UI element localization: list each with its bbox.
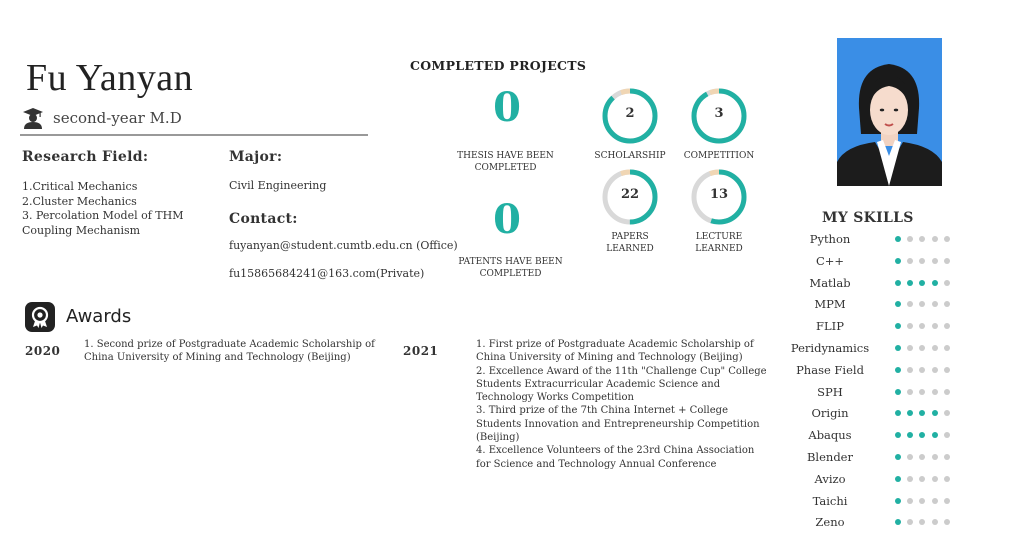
skill-level-dot — [895, 258, 901, 264]
lecture-label-line: LEARNED — [695, 243, 743, 254]
award-line: 4. Excellence Volunteers of the 23rd China Association — [476, 445, 755, 457]
skill-level-dot — [932, 345, 938, 351]
skill-name: FLIP — [816, 319, 844, 334]
contact-heading: Contact: — [229, 211, 298, 227]
skill-level-dot — [944, 323, 950, 329]
thesis-label — [433, 151, 578, 174]
skill-level-dot — [895, 476, 901, 482]
skill-level-dot — [907, 301, 913, 307]
skill-name: Blender — [806, 450, 853, 464]
skill-level-dot — [895, 236, 901, 242]
skill-level-dot — [907, 454, 913, 460]
skill-name: Abaqus — [808, 428, 852, 443]
skill-level-dot — [895, 519, 901, 525]
skill-level-dot — [919, 389, 925, 395]
skill-name: Phase Field — [796, 362, 864, 377]
skill-level-dot — [919, 410, 925, 416]
skill-level-dot — [907, 432, 913, 438]
skill-level-dot — [932, 258, 938, 264]
lecture-label — [665, 232, 773, 255]
skill-level-dot — [944, 454, 950, 460]
skill-level-dot — [944, 367, 950, 373]
award-line: for Science and Technology Annual Conference — [476, 458, 717, 470]
profile-photo — [837, 38, 942, 186]
award-line: Students Extracurricular Academic Science and — [476, 378, 721, 390]
lecture-label-line: LECTURE — [695, 232, 743, 242]
skill-level-dot — [944, 389, 950, 395]
skill-name: Python — [809, 232, 851, 246]
research-item: 3. Percolation Model of THM — [22, 209, 184, 222]
skill-level-dot — [895, 367, 901, 373]
skill-level-dot — [895, 323, 901, 329]
thesis-label-line: THESIS HAVE BEEN — [457, 151, 554, 161]
competition-count: 3 — [714, 106, 724, 121]
skill-level-dot — [907, 519, 913, 525]
competition-label: COMPETITION — [683, 151, 755, 161]
research-item: Coupling Mechanism — [22, 223, 141, 237]
skill-name: Matlab — [809, 275, 851, 290]
major-heading: Major: — [229, 149, 283, 165]
research-field-heading: Research Field: — [22, 149, 149, 165]
patents-label-line: PATENTS HAVE BEEN — [458, 257, 563, 267]
skill-level-dot — [919, 476, 925, 482]
skill-level-dot — [944, 301, 950, 307]
thesis-count: 0 — [493, 84, 521, 131]
award-line: China University of Mining and Technology (Beijing) — [476, 352, 743, 364]
awards-2020-list — [84, 338, 375, 365]
skill-level-dot — [932, 236, 938, 242]
skill-level-dot — [895, 432, 901, 438]
skill-level-dot — [919, 367, 925, 373]
skill-level-dot — [932, 498, 938, 504]
award-line: Students Innovation and Entrepreneurship Competition — [476, 418, 760, 430]
skill-level-dot — [907, 476, 913, 482]
award-line: 3. Third prize of the 7th China Internet + College — [476, 405, 728, 417]
skill-level-dot — [944, 476, 950, 482]
skill-level-dot — [907, 345, 913, 351]
skill-name: Origin — [811, 406, 849, 421]
skill-level-dot — [932, 410, 938, 416]
skill-level-dot — [907, 323, 913, 329]
scholarship-label: SCHOLARSHIP — [594, 151, 666, 161]
skill-level-dot — [919, 323, 925, 329]
award-badge-icon — [25, 302, 55, 332]
projects-heading: COMPLETED PROJECTS — [410, 58, 587, 73]
skill-level-dot — [944, 498, 950, 504]
skill-level-dot — [895, 454, 901, 460]
scholarship-count: 2 — [625, 106, 635, 121]
papers-label-line: PAPERS — [611, 232, 649, 242]
skill-level-dot — [932, 454, 938, 460]
contact-office-email[interactable]: fuyanyan@student.cumtb.edu.cn (Office) — [229, 239, 458, 252]
skill-level-dot — [932, 476, 938, 482]
patents-label-line: COMPLETED — [479, 268, 542, 279]
thesis-label-line: COMPLETED — [474, 162, 537, 173]
papers-label-line: LEARNED — [606, 243, 654, 254]
skill-level-dot — [944, 410, 950, 416]
award-line: (Beijing) — [476, 432, 520, 444]
skill-name: C++ — [815, 253, 845, 268]
skill-level-dot — [919, 280, 925, 286]
skill-level-dot — [907, 389, 913, 395]
skill-level-dot — [919, 519, 925, 525]
research-list — [22, 180, 184, 238]
patents-count: 0 — [493, 196, 521, 243]
skill-level-dot — [932, 280, 938, 286]
skill-level-dot — [944, 258, 950, 264]
award-line: 1. First prize of Postgraduate Academic Scholarship of — [476, 339, 754, 350]
skill-level-dot — [944, 345, 950, 351]
skill-name: Zeno — [815, 515, 845, 530]
award-line: China University of Mining and Technology (Beijing) — [84, 352, 351, 364]
papers-count: 22 — [620, 187, 640, 202]
skill-level-dot — [919, 345, 925, 351]
research-item: 2.Cluster Mechanics — [22, 194, 137, 208]
skill-level-dot — [895, 498, 901, 504]
degree-text: second-year M.D — [53, 109, 182, 127]
awards-heading: Awards — [66, 306, 132, 327]
skill-level-dot — [919, 432, 925, 438]
header-divider — [20, 134, 368, 136]
research-item: 1.Critical Mechanics — [22, 180, 138, 193]
skill-name: Peridynamics — [790, 341, 870, 355]
award-year-2021: 2021 — [403, 344, 439, 358]
skills-heading: MY SKILLS — [822, 210, 914, 226]
lecture-count: 13 — [709, 187, 729, 202]
skill-level-dot — [932, 389, 938, 395]
contact-private-email[interactable]: fu15865684241@163.com(Private) — [229, 267, 425, 280]
skill-level-dot — [919, 258, 925, 264]
major-value: Civil Engineering — [229, 179, 327, 192]
skill-level-dot — [895, 410, 901, 416]
patents-label — [433, 257, 588, 280]
skill-level-dot — [919, 301, 925, 307]
skill-level-dot — [895, 301, 901, 307]
graduate-icon — [22, 107, 44, 129]
skill-level-dot — [895, 280, 901, 286]
skill-level-dot — [895, 389, 901, 395]
skill-level-dot — [932, 367, 938, 373]
skill-level-dot — [944, 432, 950, 438]
award-line: Technology Works Competition — [476, 392, 634, 404]
skill-level-dot — [919, 454, 925, 460]
skill-level-dot — [907, 258, 913, 264]
skill-level-dot — [944, 236, 950, 242]
skill-name: SPH — [817, 384, 843, 399]
skill-level-dot — [907, 280, 913, 286]
skill-level-dot — [919, 236, 925, 242]
skill-level-dot — [907, 410, 913, 416]
skill-level-dot — [932, 323, 938, 329]
skill-level-dot — [944, 519, 950, 525]
skill-name: MPM — [814, 297, 846, 312]
skill-level-dot — [932, 432, 938, 438]
skill-name: Avizo — [814, 471, 846, 486]
skill-level-dot — [907, 498, 913, 504]
award-year-2020: 2020 — [25, 344, 61, 358]
skill-level-dot — [895, 345, 901, 351]
skill-level-dot — [907, 367, 913, 373]
skill-level-dot — [932, 301, 938, 307]
awards-2021-list — [476, 338, 767, 471]
skill-level-dot — [932, 519, 938, 525]
skill-name: Taichi — [812, 493, 848, 508]
skill-level-dot — [944, 280, 950, 286]
person-name: Fu Yanyan — [26, 57, 194, 99]
award-line: 1. Second prize of Postgraduate Academic Scholarship of — [84, 339, 375, 350]
portrait-illustration — [837, 38, 942, 186]
skill-level-dot — [919, 498, 925, 504]
award-line: 2. Excellence Award of the 11th "Challenge Cup" College — [476, 365, 767, 377]
skill-level-dot — [907, 236, 913, 242]
